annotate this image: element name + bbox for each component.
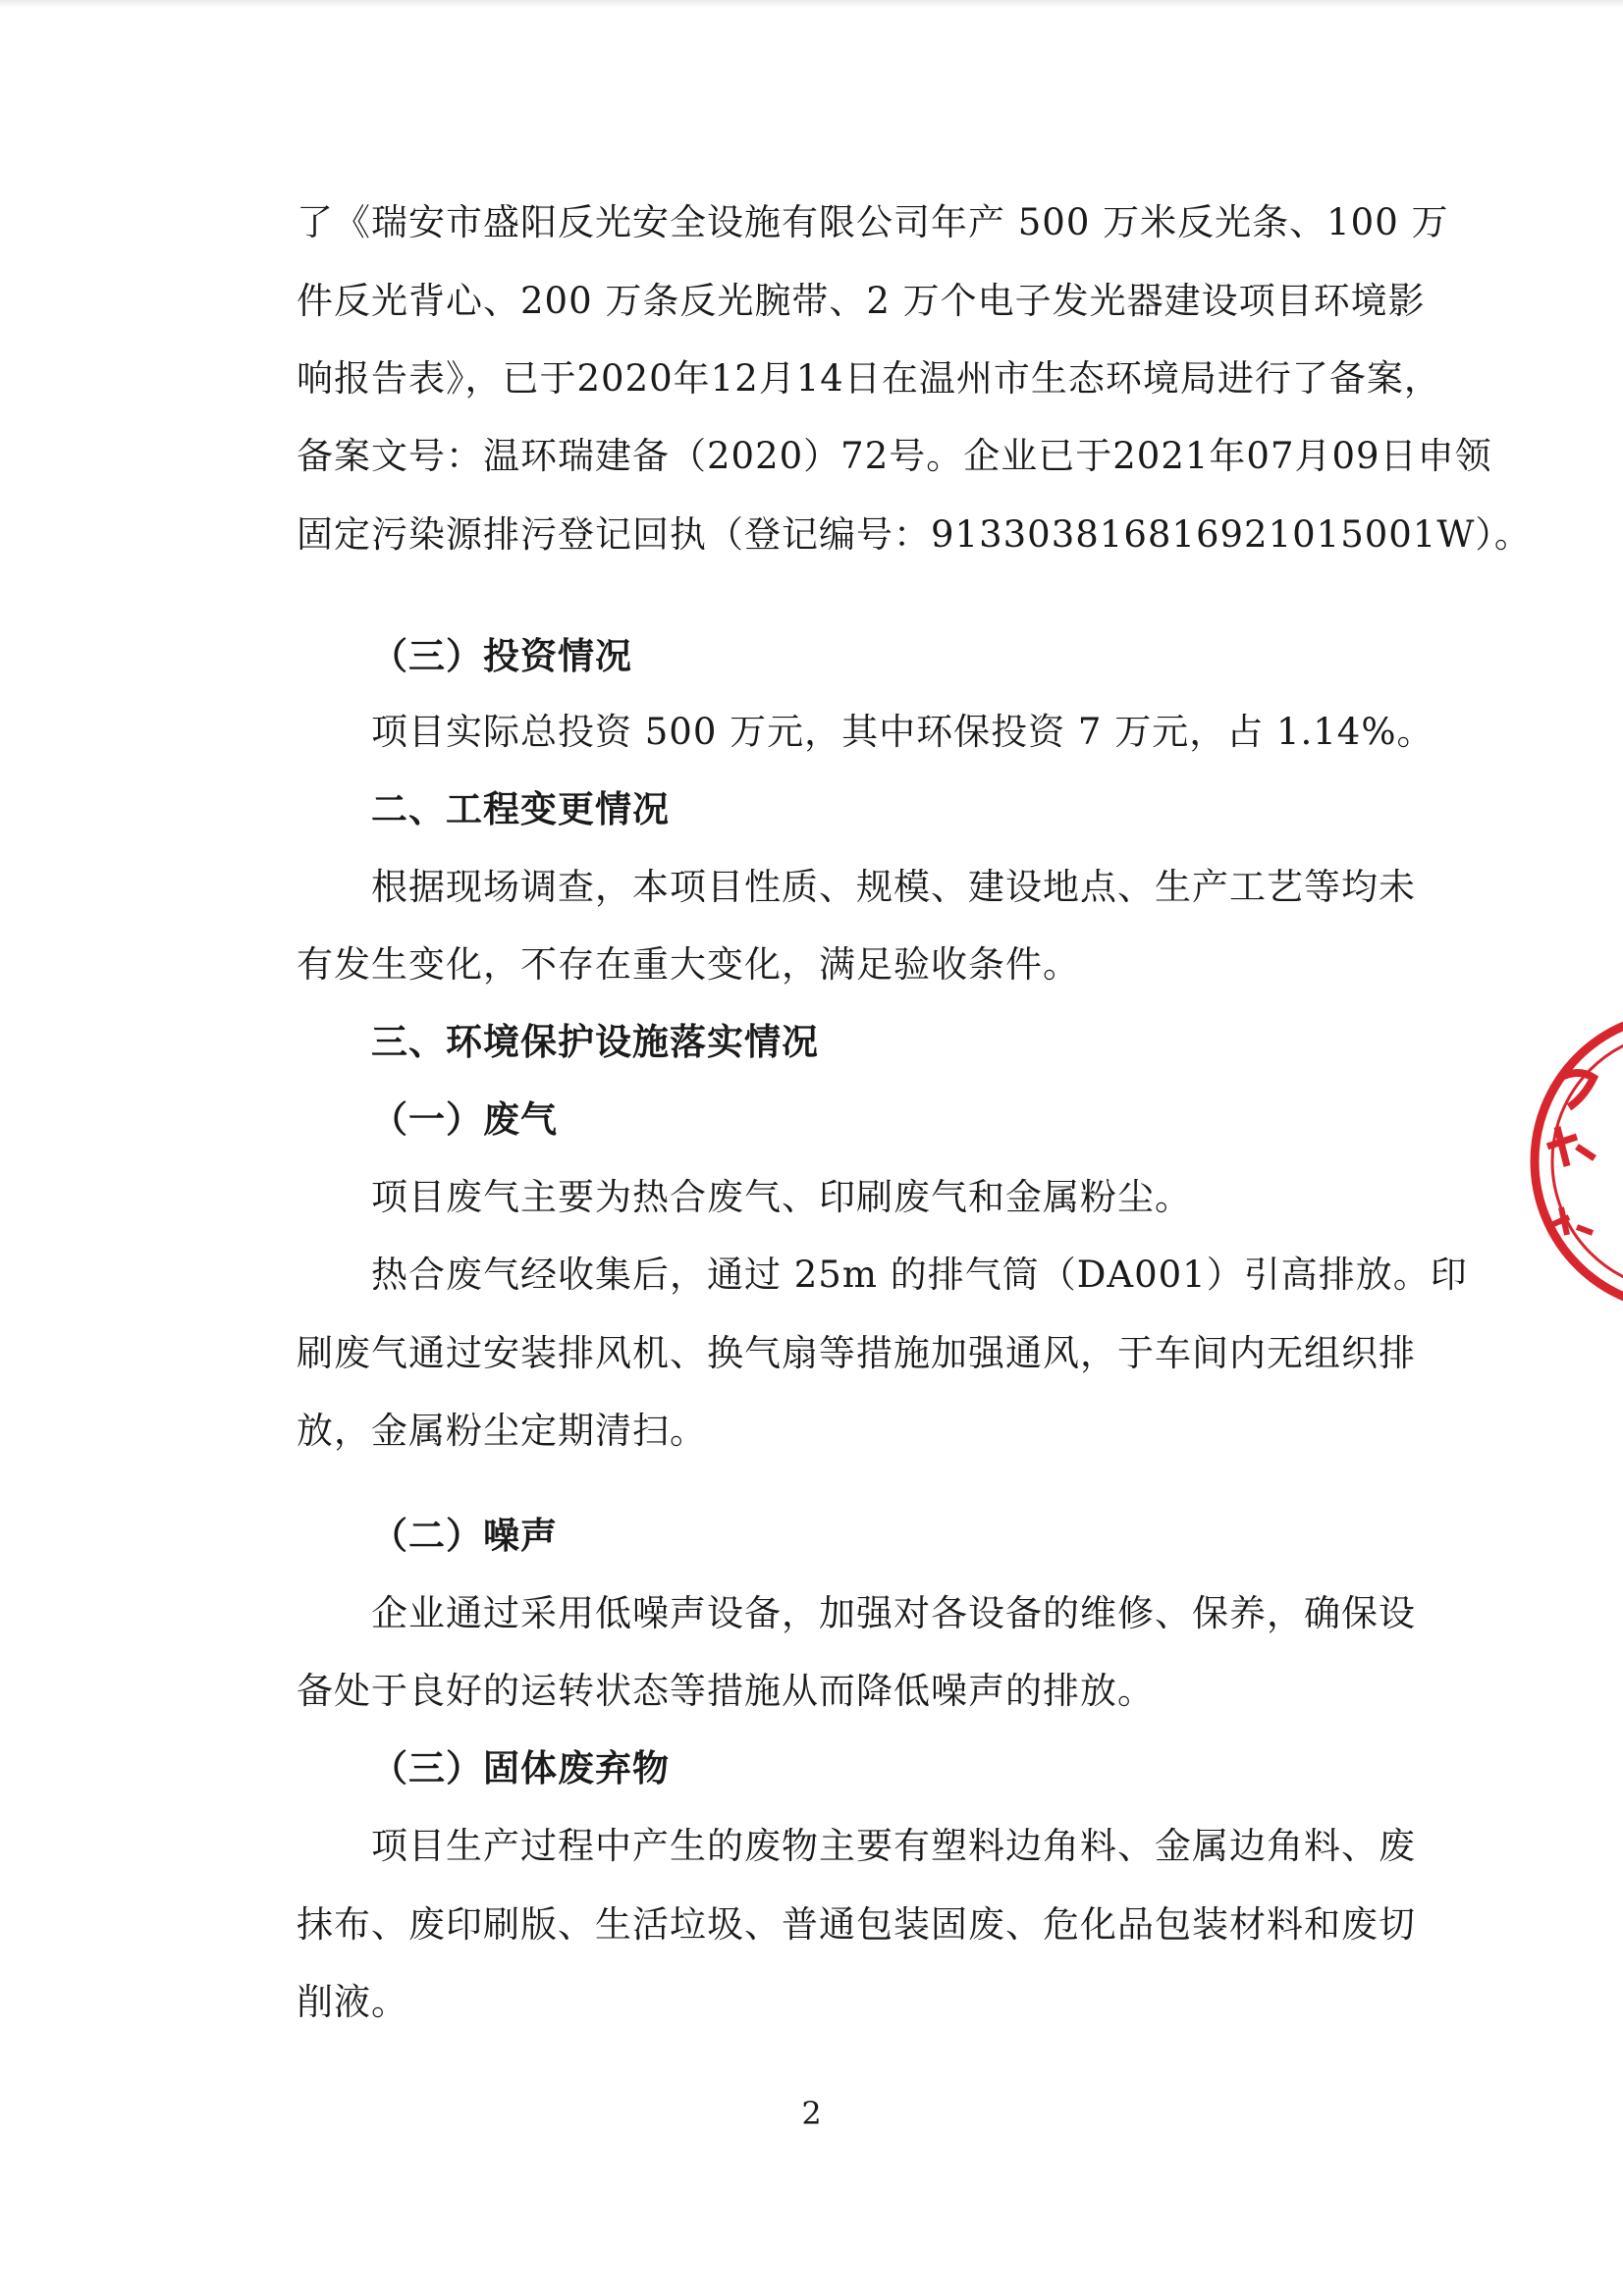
section-heading-noise: （二）噪声 [371,1515,558,1557]
paragraph-line: 项目废气主要为热合废气、印刷废气和金属粉尘。 [371,1176,1192,1218]
red-seal-icon [1520,999,1623,1323]
paragraph-line: 放，金属粉尘定期清扫。 [297,1410,707,1452]
paragraph-line: 企业通过采用低噪声设备，加强对各设备的维修、保养，确保设 [371,1592,1416,1634]
paragraph-line: 削液。 [297,1981,408,2023]
page-number: 2 [801,2095,822,2132]
paragraph-line: 了《瑞安市盛阳反光安全设施有限公司年产 500 万米反光条、100 万 [297,201,1449,243]
paragraph-line: 响报告表》，已于2020年12月14日在温州市生态环境局进行了备案， [297,357,1441,400]
section-heading-solid-waste: （三）固体废弃物 [371,1747,670,1789]
scan-edge [0,0,1623,8]
section-heading-engineering-changes: 二、工程变更情况 [371,788,670,830]
paragraph-line: 固定污染源排污登记回执（登记编号：91330381681692101500​1W）。 [297,513,1532,556]
section-heading-exhaust-gas: （一）废气 [371,1098,558,1141]
paragraph-line: 根据现场调查，本项目性质、规模、建设地点、生产工艺等均未 [371,866,1416,908]
paragraph-line: 项目实际总投资 500 万元，其中环保投资 7 万元，占 1.14%。 [371,711,1434,753]
section-heading-environmental-protection: 三、环境保护设施落实情况 [371,1021,819,1063]
paragraph-line: 备处于良好的运转状态等措施从而降低噪声的排放。 [297,1670,1155,1712]
paragraph-line: 刷废气通过安装排风机、换气扇等措施加强通风，于车间内无组织排 [297,1332,1416,1374]
paragraph-line: 热合废气经收集后，通过 25m 的排气筒（DA001）引高排放。印 [371,1254,1468,1296]
section-heading-investment: （三）投资情况 [371,635,632,677]
paragraph-line: 抹布、废印刷版、生活垃圾、普通包装固废、危化品包装材料和废切 [297,1903,1416,1946]
paragraph-line: 备案文号：温环瑞建备（2020）72号。企业已于2021年07月09日申领 [297,435,1492,477]
paragraph-line: 件反光背心、200 万条反光腕带、2 万个电子发光器建设项目环境影 [297,280,1426,322]
paragraph-line: 有发生变化，不存在重大变化，满足验收条件。 [297,943,1080,986]
paragraph-line: 项目生产过程中产生的废物主要有塑料边角料、金属边角料、废 [371,1825,1416,1867]
